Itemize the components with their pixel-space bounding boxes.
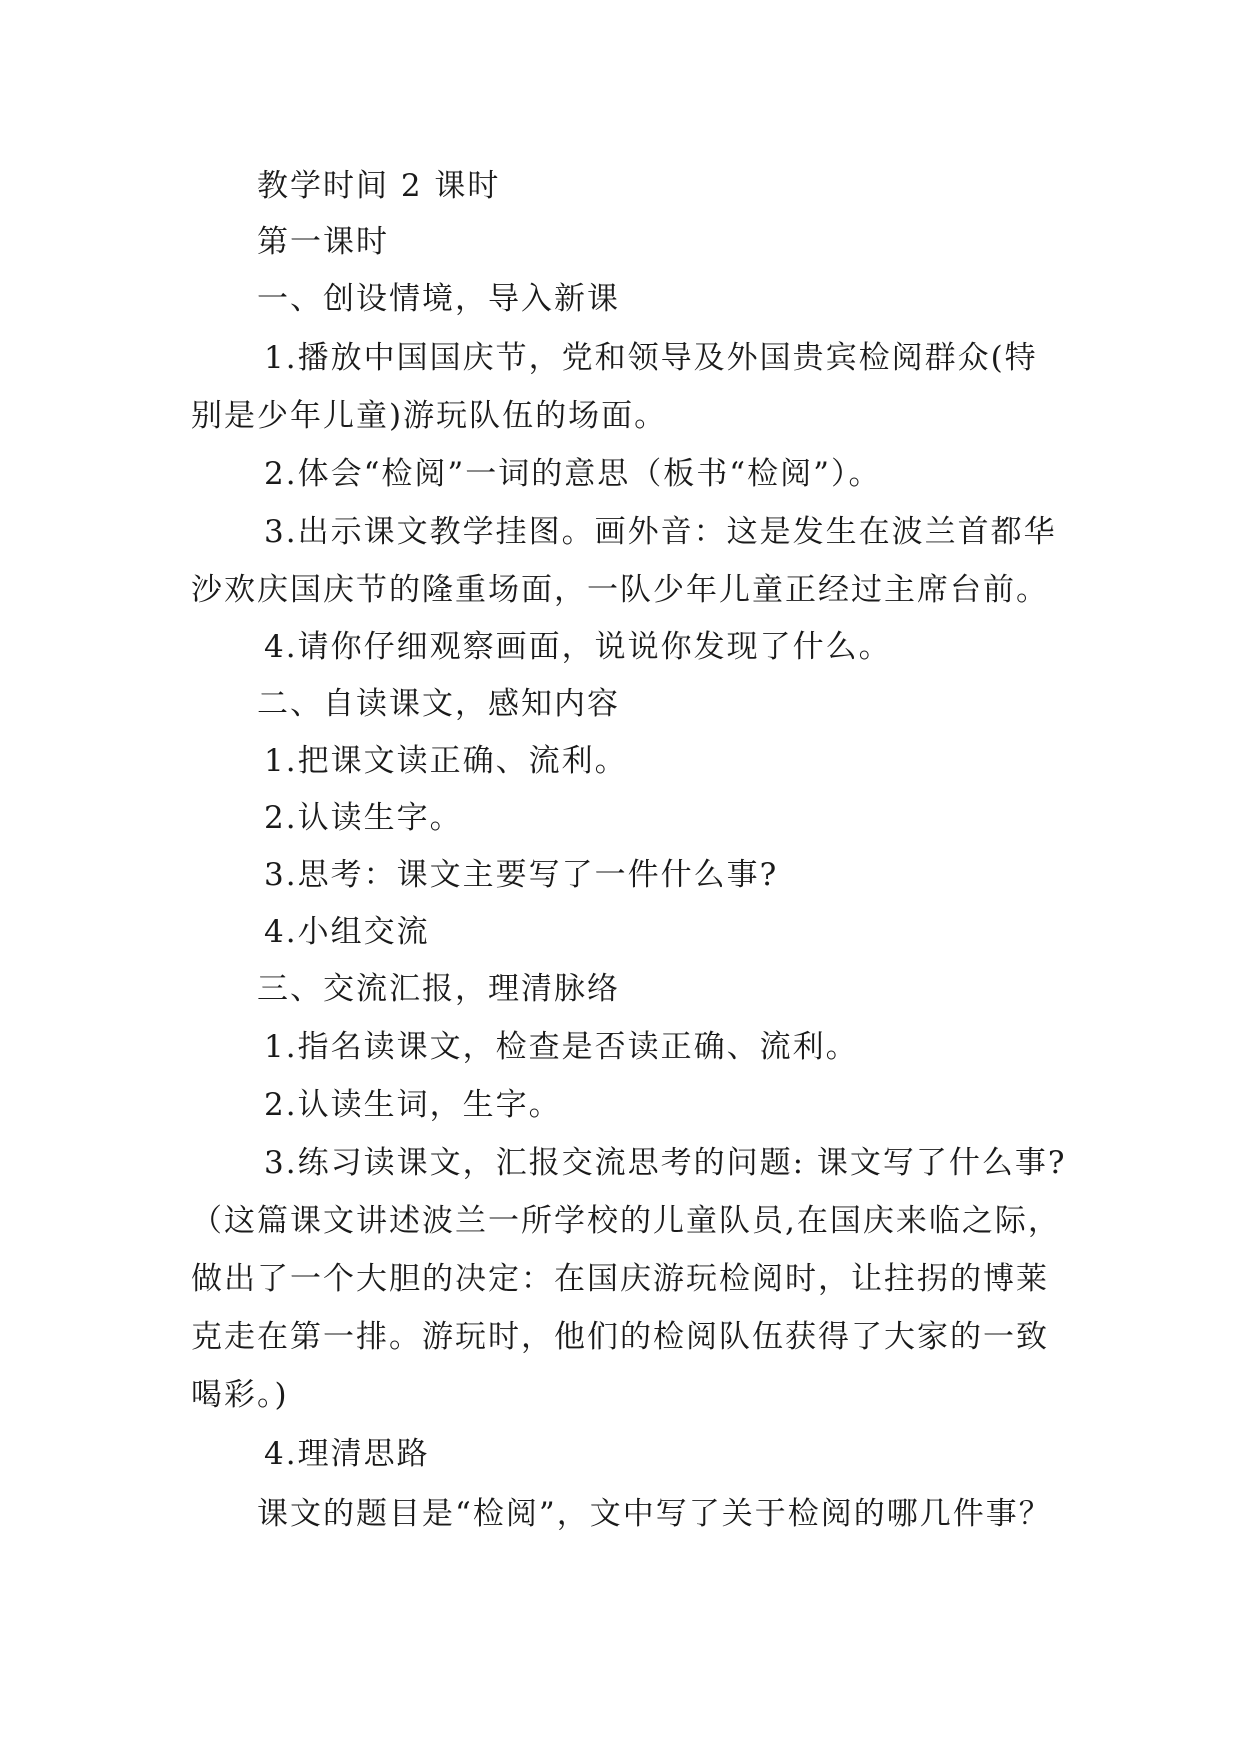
section-heading-1: 一、创设情境，导入新课 <box>257 281 620 317</box>
lesson-heading: 第一课时 <box>257 224 389 260</box>
step-2-4: 4.小组交流 <box>264 914 430 950</box>
answer-paragraph-line-2: 做出了一个大胆的决定：在国庆游玩检阅时，让拄拐的博莱 <box>191 1261 1049 1297</box>
answer-paragraph-line-3: 克走在第一排。游玩时，他们的检阅队伍获得了大家的一致 <box>191 1319 1049 1355</box>
step-3-3: 3.练习读课文，汇报交流思考的问题: 课文写了什么事? <box>264 1145 1067 1181</box>
step-2-3: 3.思考：课文主要写了一件什么事? <box>264 857 779 893</box>
question-line: 课文的题目是“检阅”，文中写了关于检阅的哪几件事？ <box>257 1496 1052 1532</box>
step-1-3-line-1: 3.出示课文教学挂图。画外音：这是发生在波兰首都华 <box>264 514 1057 550</box>
section-heading-2: 二、自读课文，感知内容 <box>257 686 620 722</box>
step-3-4: 4.理清思路 <box>264 1436 430 1472</box>
step-1-3-line-2: 沙欢庆国庆节的隆重场面，一队少年儿童正经过主席台前。 <box>191 572 1049 608</box>
step-3-2: 2.认读生词，生字。 <box>264 1087 562 1123</box>
answer-paragraph-line-1: （这篇课文讲述波兰一所学校的儿童队员,在国庆来临之际， <box>191 1203 1061 1239</box>
step-1-4: 4.请你仔细观察画面，说说你发现了什么。 <box>264 629 892 665</box>
step-1-1-line-2: 别是少年儿童)游玩队伍的场面。 <box>191 398 668 434</box>
step-3-1: 1.指名读课文，检查是否读正确、流利。 <box>264 1029 859 1065</box>
step-2-1: 1.把课文读正确、流利。 <box>264 743 628 779</box>
step-1-1-line-1: 1.播放中国国庆节，党和领导及外国贵宾检阅群众(特 <box>264 340 1038 376</box>
answer-paragraph-line-4: 喝彩。) <box>191 1377 289 1413</box>
teaching-time-line: 教学时间 2 课时 <box>257 168 501 204</box>
step-1-2: 2.体会“检阅”一词的意思（板书“检阅”）。 <box>264 456 882 492</box>
section-heading-3: 三、交流汇报，理清脉络 <box>257 971 620 1007</box>
step-2-2: 2.认读生字。 <box>264 800 463 836</box>
